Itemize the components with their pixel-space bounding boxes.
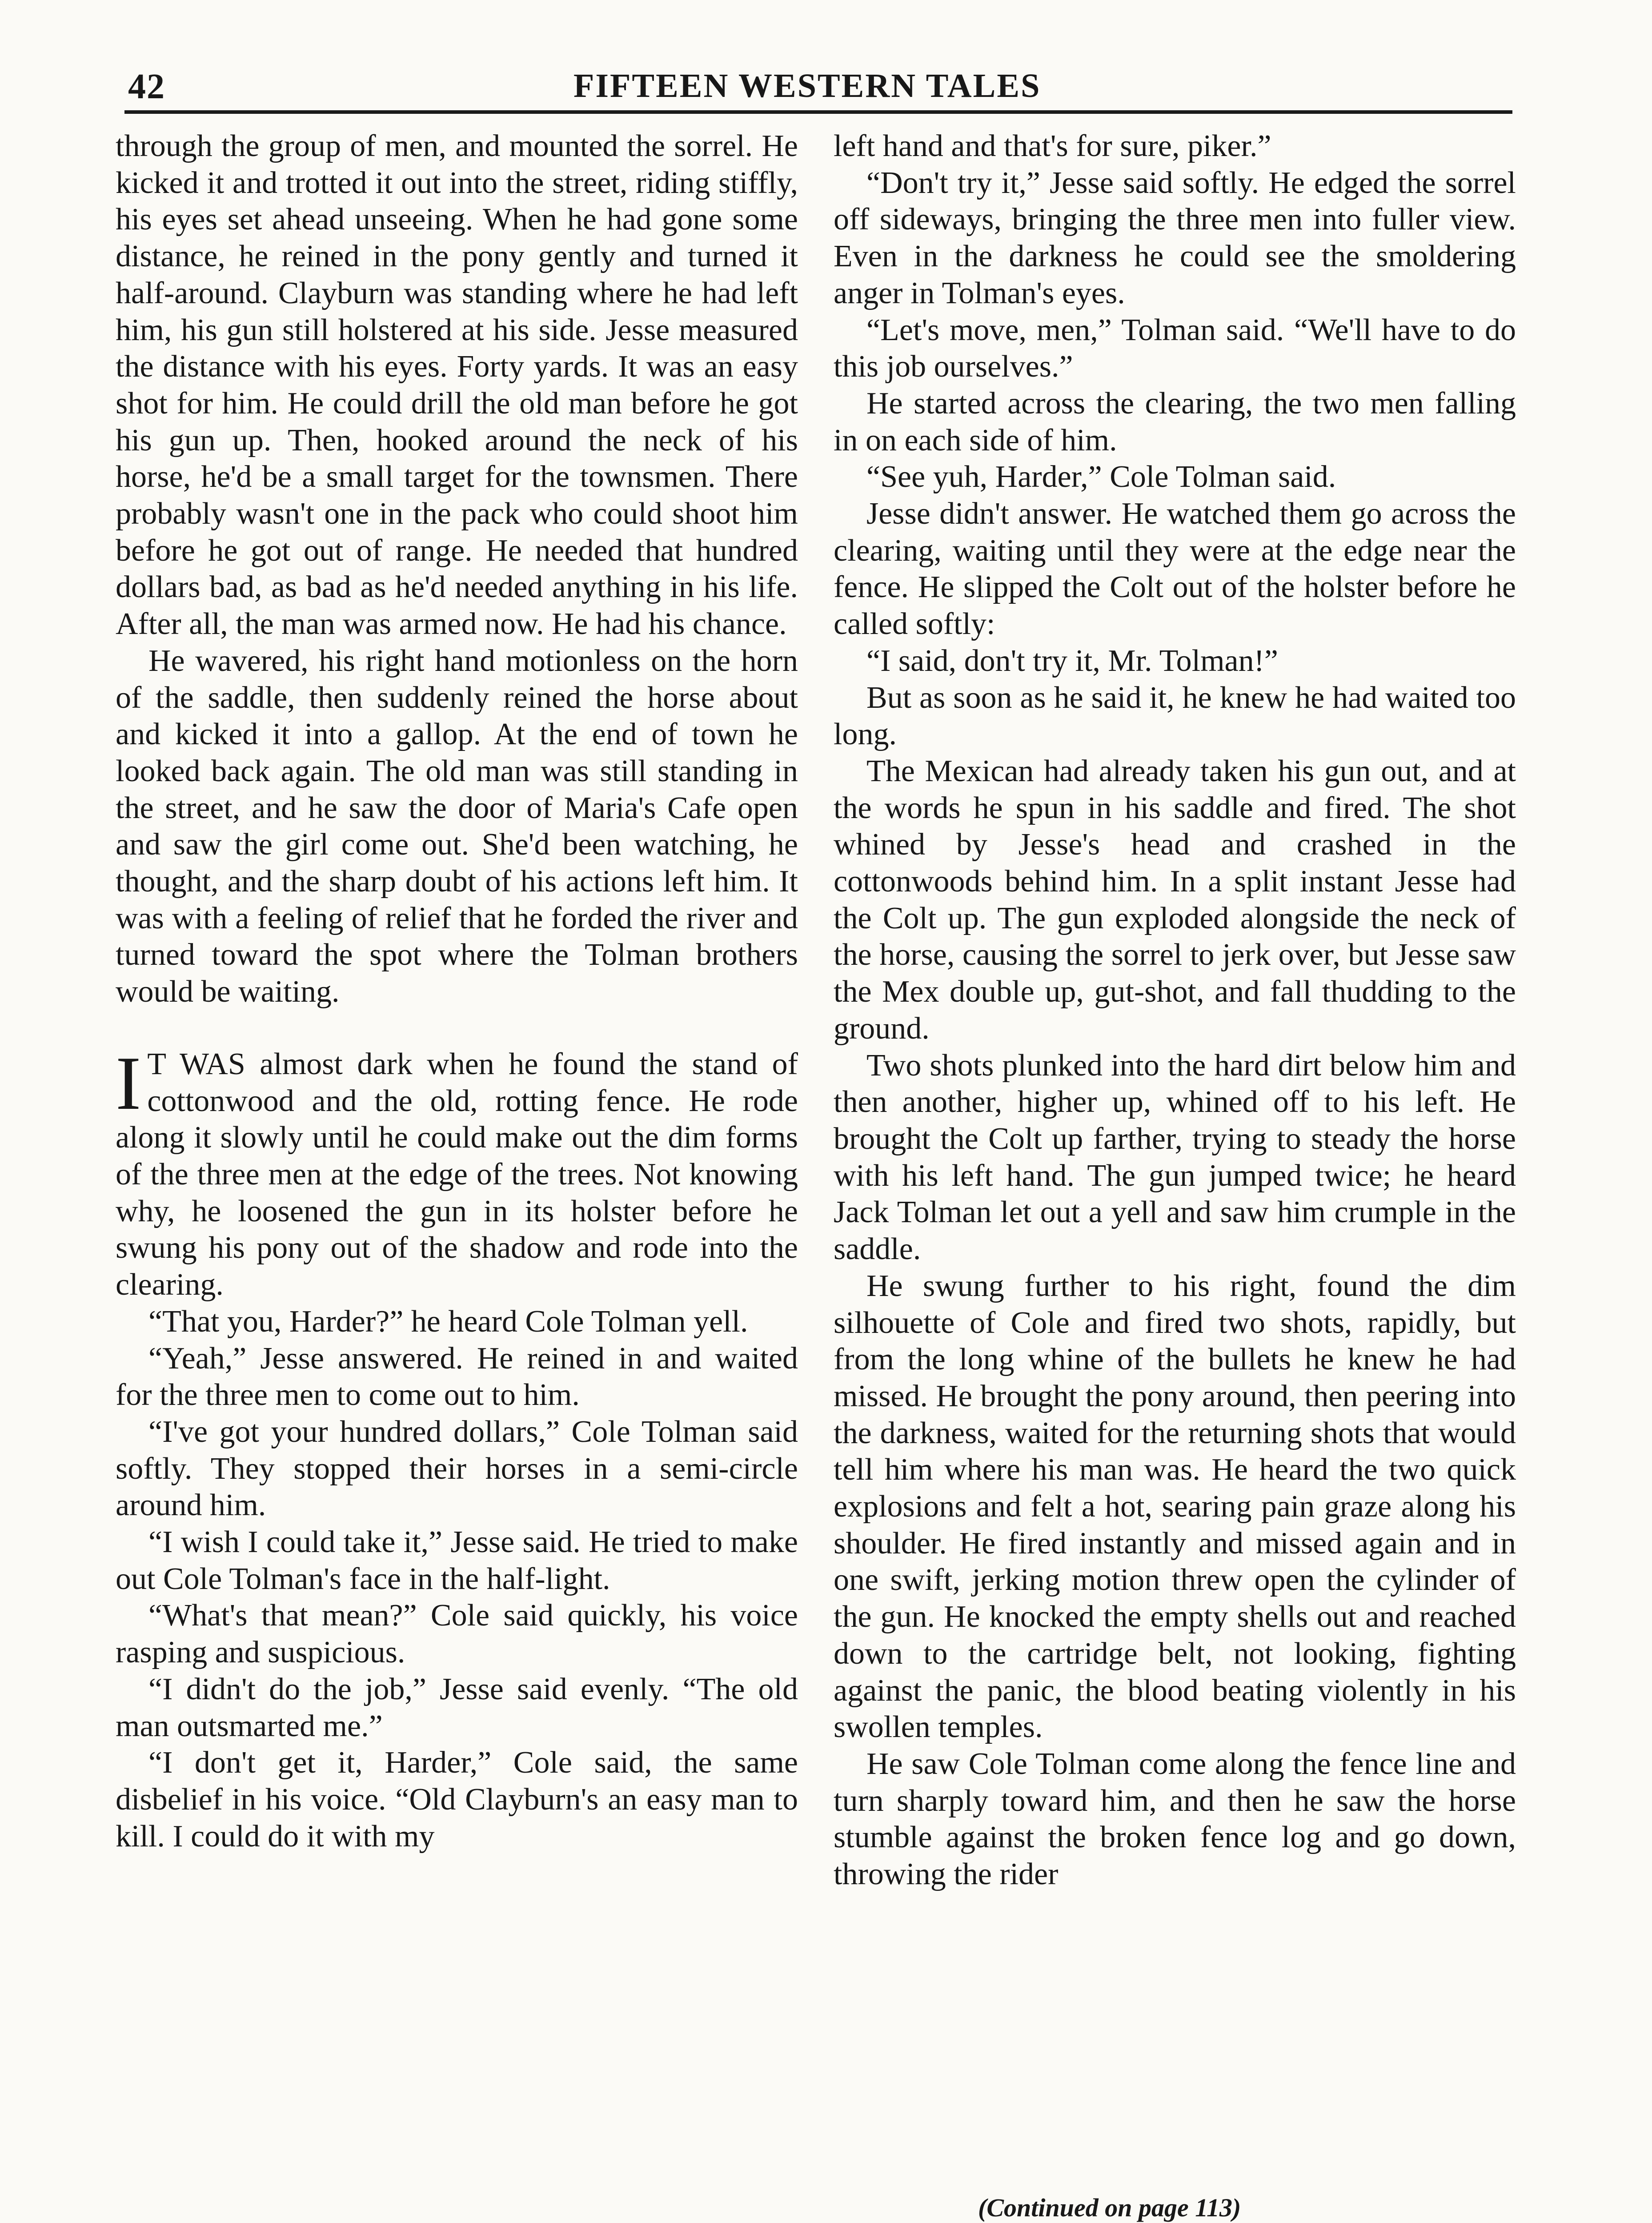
paragraph: “What's that mean?” Cole said quickly, his voice rasping and suspicious. <box>116 1598 798 1670</box>
paragraph: Jesse didn't answer. He watched them go across the clearing, waiting until they were at the edge near the fence. He slipped the Colt out of the holster before he called softly: <box>834 497 1516 642</box>
paragraph: Two shots plunked into the hard dirt below him and then another, higher up, whined off to his left. He brought the Colt up farther, trying to steady the horse with his left hand. The gun jumped twice; he heard Jack Tolman let out a yell and saw him crumple in the saddle. <box>834 1048 1516 1267</box>
paragraph: “Don't try it,” Jesse said softly. He edged the sorrel off sideways, bringing the three men into fuller view. Even in the darkness he could see the smoldering anger in Tolman's eyes. <box>834 165 1516 310</box>
paragraph: “I said, don't try it, Mr. Tolman!” <box>866 643 1278 678</box>
paragraph: The Mexican had already taken his gun out, and at the words he spun in his saddle and fired. The shot whined by Jesse's head and crashed in the cottonwoods behind him. In a split instant Jesse had the Colt up. The gun exploded alongside the neck of the horse, causing the sorrel to jerk over, but Jesse saw the Mex double up, gut-shot, and fall thudding to the ground. <box>834 754 1516 1046</box>
paragraph: “Let's move, men,” Tolman said. “We'll have to do this job ourselves.” <box>834 313 1516 384</box>
paragraph: “See yuh, Harder,” Cole Tolman said. <box>866 460 1336 494</box>
paragraph: “I don't get it, Harder,” Cole said, the same disbelief in his voice. “Old Clayburn's an easy man to kill. I could do it with my <box>116 1745 798 1854</box>
header-rule <box>124 110 1512 114</box>
paragraph: He started across the clearing, the two men falling in on each side of him. <box>834 386 1516 457</box>
right-column <box>834 128 1516 1893</box>
page-number: 42 <box>128 67 165 106</box>
running-title: FIFTEEN WESTERN TALES <box>573 67 1041 104</box>
paragraph: He swung further to his right, found the dim silhouette of Cole and fired two shots, rapidly, but from the long whine of the bullets he knew he had missed. He brought the pony around, then peering into the darkness, waited for the returning shots that would tell him where his man was. He heard the two quick explosions and felt a hot, searing pain graze along his shoulder. He fired instantly and missed again and in one swift, jerking motion threw open the cylinder of the gun. He knocked the empty shells out and reached down to the cartridge belt, not looking, fighting against the panic, the blood beating violently in his swollen temples. <box>834 1268 1516 1745</box>
paragraph: “I've got your hundred dollars,” Cole Tolman said softly. They stopped their horses in a semi-circle around him. <box>116 1414 798 1523</box>
paragraph: He saw Cole Tolman come along the fence line and turn sharply toward him, and then he saw the horse stumble against the broken fence log and go down, throwing the rider <box>834 1746 1516 1892</box>
paragraph: through the group of men, and mounted the sorrel. He kicked it and trotted it out into the street, riding stiffly, his eyes set ahead unseeing. When he had gone some distance, he reined in the pony gently and turned it half-around. Clayburn was standing where he had left him, his gun still holstered at his side. Jesse measured the distance with his eyes. Forty yards. It was an easy shot for him. He could drill the old man before he got his gun up. Then, hooked around the neck of his horse, he'd be a small target for the townsmen. There probably wasn't one in the pack who could shoot him before he got out of range. He needed that hundred dollars bad, as bad as he'd needed anything in his life. After all, the man was armed now. He had his chance. <box>116 129 798 642</box>
continued-note: (Continued on page 113) <box>978 2193 1241 2222</box>
paragraph: “That you, Harder?” he heard Cole Tolman yell. <box>148 1304 748 1339</box>
paragraph: left hand and that's for sure, piker.” <box>834 129 1271 163</box>
section-first-text: T WAS almost dark when he found the stand of cottonwood and the old, rotting fence. He rode along it slowly until he could make out the dim forms of the three men at the edge of the trees. Not knowing why, he loosened the gun in its holster before he swung his pony out of the shadow and rode into the clearing. <box>116 1047 798 1302</box>
paragraph: But as soon as he said it, he knew he had waited too long. <box>834 680 1516 752</box>
paragraph: He wavered, his right hand motionless on the horn of the saddle, then suddenly reined the horse about and kicked it into a gallop. At the end of town he looked back again. The old man was still standing in the street, and he saw the door of Maria's Cafe open and saw the girl come out. She'd been watching, he thought, and the sharp doubt of his actions left him. It was with a feeling of relief that he forded the river and turned toward the spot where the Tolman brothers would be waiting. <box>116 643 798 1009</box>
paragraph: “Yeah,” Jesse answered. He reined in and waited for the three men to come out to him. <box>116 1341 798 1412</box>
paragraph: “I didn't do the job,” Jesse said evenly. “The old man outsmarted me.” <box>116 1672 798 1743</box>
section-first-paragraph <box>116 1041 798 1304</box>
paragraph: “I wish I could take it,” Jesse said. He tried to make out Cole Tolman's face in the half-light. <box>116 1525 798 1596</box>
left-column <box>116 128 798 1855</box>
drop-cap: I <box>116 1041 141 1126</box>
